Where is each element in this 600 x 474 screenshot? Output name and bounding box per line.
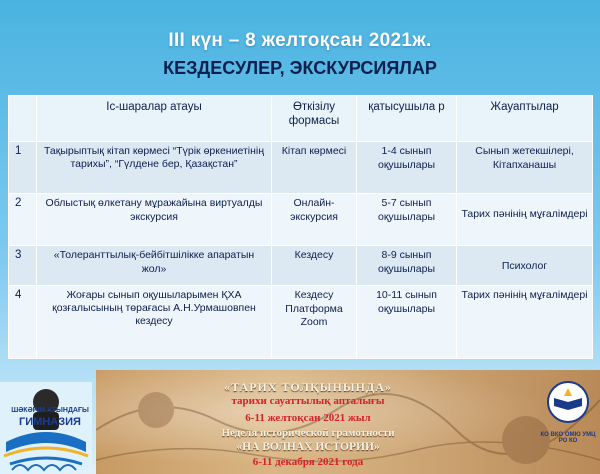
gymnasium-logo-icon [0,382,92,474]
row-responsible: Тарих пәнінің мұғалімдері [457,286,593,359]
row-event: Облыстық өлкетану мұражайына виртуалды экскурсия [37,194,272,246]
logo-text-small: ШӘКӘРІМ АТЫНДАҒЫ [11,407,89,414]
row-responsible: Сынып жетекшілері, Кітапханашы [457,142,593,194]
table-row [9,286,593,359]
row-num: 4 [9,286,37,359]
slide-title: III күн – 8 желтоқсан 2021ж. [168,30,432,51]
row-participants: 10-11 сынып оқушылары [357,286,457,359]
slide-header [0,0,600,96]
row-event: Тақырыптық кітап көрмесі “Түрік өркениетінің тарихы”, “Гүлдене бер, Қазақстан” [37,142,272,194]
header-num [9,96,37,142]
banner-line-4: Неделя исторической грамотности [221,427,395,439]
banner-line-3: 6-11 желтоқсан 2021 жыл [245,412,371,424]
banner-line-1: «ТАРИХ ТОЛҚЫНЫНДА» [224,380,392,394]
row-event: Жоғары сынып оқушыларымен ҚХА қозғалысының төрағасы А.Н.Урмашовпен кездесу [37,286,272,359]
row-participants: 5-7 сынып оқушылары [357,194,457,246]
row-form: Кездесу Платформа Zoom [272,286,357,359]
row-responsible: Тарих пәнінің мұғалімдері [457,194,593,246]
row-participants: 8-9 сынып оқушылары [357,246,457,286]
row-form: Кездесу [272,246,357,286]
row-participants: 1-4 сынып оқушылары [357,142,457,194]
events-table [8,95,593,359]
slide-subtitle: КЕЗДЕСУЛЕР, ЭКСКУРСИЯЛАР [163,58,437,78]
banner-line-5: «НА ВОЛНАХ ИСТОРИИ» [236,441,380,453]
table-row [9,194,593,246]
logo-text-large: ГИМНАЗИЯ [19,416,81,428]
history-week-banner [96,370,600,474]
row-num: 1 [9,142,37,194]
table-header-row [9,96,593,142]
row-num: 3 [9,246,37,286]
banner-line-6: 6-11 декабря 2021 года [252,456,364,468]
row-num: 2 [9,194,37,246]
row-form: Онлайн-экскурсия [272,194,357,246]
header-form: Өткізілу формасы [272,96,357,142]
table-row [9,142,593,194]
emblem-text: КО ВКО ОМЮ УМЦ РО КО [540,432,596,444]
book-emblem-icon [546,380,590,436]
header-responsible: Жауаптылар [457,96,593,142]
row-responsible: Психолог [457,246,593,286]
header-event: Іс-шаралар атауы [37,96,272,142]
banner-line-2: тарихи сауаттылық апталығы [231,395,385,407]
table-row [9,246,593,286]
header-participants: қатысушыла р [357,96,457,142]
row-event: «Толеранттылық-бейбітшілікке апаратын жол» [37,246,272,286]
row-form: Кітап көрмесі [272,142,357,194]
